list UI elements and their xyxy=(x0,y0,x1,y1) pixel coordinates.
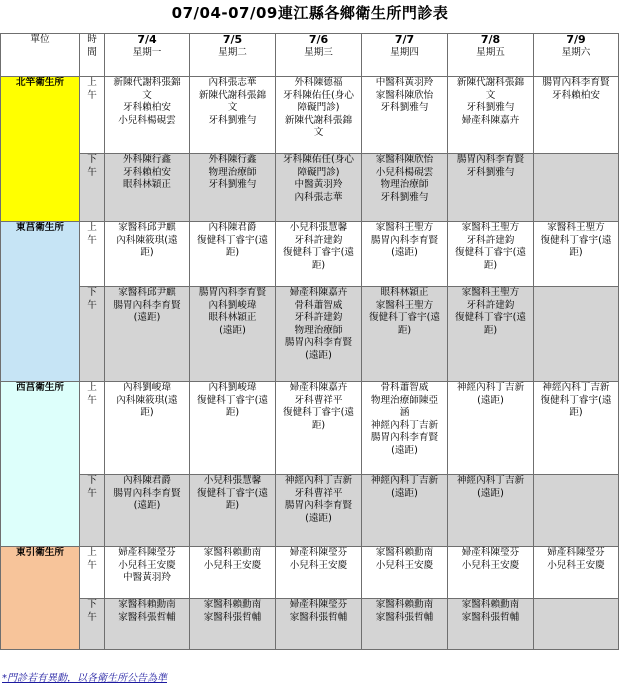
doctor-entry: 家醫科邱尹麒 xyxy=(118,287,176,298)
schedule-cell xyxy=(448,599,534,650)
unit-label: 東引衛生所 xyxy=(1,547,80,650)
doctor-entry: 距) xyxy=(140,407,154,419)
day-header: 7/8 星期五 xyxy=(448,34,534,77)
doctor-entry: 內科陳筱琪(遠 xyxy=(116,394,178,406)
doctor-entry: 物理治療師 xyxy=(380,179,429,191)
doctor-entry: 距) xyxy=(225,500,240,512)
doctor-entry: 婦產科陳瑩芬 xyxy=(461,547,520,558)
doctor-entry: 距) xyxy=(225,407,240,419)
schedule-cell xyxy=(362,382,448,475)
schedule-cell xyxy=(276,475,362,547)
doctor-entry: 內科張志華 xyxy=(294,191,343,203)
doctor-entry: 內科陳筱琪(遠 xyxy=(116,234,178,246)
doctor-entry: 距) xyxy=(569,247,583,259)
doctor-entry: 復健科丁睿宇(遠 xyxy=(197,487,268,499)
period-afternoon: 下 午 xyxy=(80,287,105,382)
doctor-entry: 家醫科王聖方 xyxy=(461,287,520,298)
doctor-entry: 障礙門診) xyxy=(297,102,340,114)
doctor-entry: 腸胃內科李育賢 xyxy=(284,500,353,512)
doctor-entry: 神經內科丁吉新 xyxy=(284,475,353,486)
doctor-entry: 小兒科楊硯雲 xyxy=(118,114,176,126)
period-morning: 上 午 xyxy=(80,77,105,154)
schedule-cell xyxy=(448,222,534,287)
schedule-cell xyxy=(276,222,362,287)
schedule-cell xyxy=(276,382,362,475)
schedule-cell xyxy=(190,287,276,382)
doctor-entry: (遠距) xyxy=(391,444,418,456)
doctor-entry: 復健科丁睿宇(遠 xyxy=(540,234,612,246)
schedule-cell xyxy=(276,599,362,650)
doctor-entry: 外科陳德福 xyxy=(294,77,343,88)
doctor-entry: (遠距) xyxy=(477,394,504,406)
doctor-entry: 牙科許建鈞 xyxy=(294,312,343,324)
doctor-entry: 新陳代謝科張錦 xyxy=(198,89,267,101)
doctor-entry: 家醫科張哲輔 xyxy=(203,611,262,623)
doctor-entry: 家醫科張哲輔 xyxy=(118,611,176,623)
doctor-entry: 牙科曹祥平 xyxy=(294,487,343,499)
schedule-cell xyxy=(534,154,619,222)
schedule-cell xyxy=(190,222,276,287)
doctor-entry: 牙科陳佑任(身心 xyxy=(283,89,354,101)
schedule-cell xyxy=(362,222,448,287)
doctor-entry: 家醫科王聖方 xyxy=(375,222,434,233)
doctor-entry: 骨科蕭智威 xyxy=(380,382,429,393)
doctor-entry: 腸胃內科李育賢 xyxy=(370,432,439,444)
doctor-entry: (遠距) xyxy=(391,247,418,259)
doctor-entry: 新陳代謝科張錦 xyxy=(284,114,353,126)
schedule-cell xyxy=(276,154,362,222)
doctor-entry: 婦產科陳瑩芬 xyxy=(289,547,348,558)
schedule-cell xyxy=(105,599,190,650)
schedule-cell xyxy=(105,154,190,222)
clinic-schedule-table xyxy=(0,33,619,650)
doctor-entry: 眼科林穎正 xyxy=(208,312,257,324)
doctor-entry: (遠距) xyxy=(133,500,161,512)
schedule-cell xyxy=(105,475,190,547)
schedule-cell xyxy=(534,475,619,547)
doctor-entry: (遠距) xyxy=(305,349,332,361)
doctor-entry: 小兒科王安慶 xyxy=(289,559,348,571)
doctor-entry: 復健科丁睿宇(遠 xyxy=(455,312,526,324)
schedule-cell xyxy=(362,599,448,650)
schedule-cell xyxy=(105,77,190,154)
doctor-entry: 神經內科丁吉新 xyxy=(456,475,525,486)
doctor-entry: 小兒科王安慶 xyxy=(461,559,520,571)
doctor-entry: 復健科丁睿宇(遠 xyxy=(540,394,612,406)
doctor-entry: 家醫科賴勳南 xyxy=(203,599,262,610)
doctor-entry: (遠距) xyxy=(133,312,161,324)
schedule-cell xyxy=(105,382,190,475)
schedule-cell xyxy=(534,599,619,650)
doctor-entry: 腸胃內科李育賢 xyxy=(198,287,267,298)
period-afternoon: 下 午 xyxy=(80,154,105,222)
period-morning: 上 午 xyxy=(80,222,105,287)
doctor-entry: 家醫科賴勳南 xyxy=(461,599,520,610)
doctor-entry: 家醫科王聖方 xyxy=(547,222,605,233)
schedule-cell xyxy=(534,287,619,382)
doctor-entry: 中醫科黃羽羚 xyxy=(375,77,434,88)
doctor-entry: 內科陳君爵 xyxy=(208,222,257,233)
doctor-entry: 家醫科陳欣怡 xyxy=(375,89,434,101)
doctor-entry: 內科張志華 xyxy=(208,77,257,88)
doctor-entry: 外科陳行鑫 xyxy=(208,154,257,165)
doctor-entry: 物理治療師陳亞 xyxy=(370,394,439,406)
doctor-entry: 復健科丁睿宇(遠 xyxy=(283,247,354,259)
doctor-entry: 眼科林穎正 xyxy=(123,179,171,191)
doctor-entry: (遠距) xyxy=(305,512,332,524)
unit-label: 東莒衛生所 xyxy=(1,222,80,382)
doctor-entry: 復健科丁睿宇(遠 xyxy=(369,312,440,324)
doctor-entry: 中醫黃羽羚 xyxy=(123,572,171,584)
doctor-entry: 婦產科陳嘉卉 xyxy=(461,114,520,126)
doctor-entry: 神經內科丁吉新 xyxy=(542,382,610,393)
doctor-entry: 距) xyxy=(569,407,583,419)
schedule-cell xyxy=(362,154,448,222)
doctor-entry: 神經內科丁吉新 xyxy=(370,475,439,486)
schedule-cell xyxy=(190,599,276,650)
schedule-cell xyxy=(276,77,362,154)
doctor-entry: 內科劉峻瑋 xyxy=(123,382,171,393)
doctor-entry: 小兒科張慧馨 xyxy=(289,222,348,233)
doctor-entry: 中醫黃羽羚 xyxy=(294,179,343,191)
doctor-entry: 文 xyxy=(142,89,152,101)
doctor-entry: 婦產科陳嘉卉 xyxy=(289,382,348,393)
doctor-entry: 家醫科王聖方 xyxy=(461,222,520,233)
day-header: 7/9 星期六 xyxy=(534,34,619,77)
doctor-entry: 牙科許建鈞 xyxy=(294,234,343,246)
doctor-entry: 家醫科賴勳南 xyxy=(203,547,262,558)
doctor-entry: 牙科賴柏安 xyxy=(552,89,600,101)
doctor-entry: 小兒科王安慶 xyxy=(203,559,262,571)
doctor-entry: 距) xyxy=(397,324,412,336)
doctor-entry: 牙科劉雅勻 xyxy=(380,191,429,203)
schedule-cell xyxy=(105,287,190,382)
doctor-entry: 家醫科邱尹麒 xyxy=(118,222,176,233)
schedule-cell xyxy=(190,154,276,222)
doctor-entry: 文 xyxy=(313,127,324,139)
day-header: 7/6 星期三 xyxy=(276,34,362,77)
doctor-entry: 牙科許建鈞 xyxy=(466,234,515,246)
day-header: 7/5 星期二 xyxy=(190,34,276,77)
time-header: 時 間 xyxy=(80,34,105,77)
doctor-entry: 牙科劉雅勻 xyxy=(466,102,515,114)
doctor-entry: 家醫科張哲輔 xyxy=(375,611,434,623)
doctor-entry: 牙科劉雅勻 xyxy=(380,102,429,114)
doctor-entry: 距) xyxy=(140,247,154,259)
doctor-entry: 牙科賴柏安 xyxy=(123,166,171,178)
doctor-entry: 距) xyxy=(311,419,326,431)
doctor-entry: (遠距) xyxy=(477,487,504,499)
doctor-entry: 小兒科王安慶 xyxy=(547,559,605,571)
page-title: 07/04-07/09連江縣各鄉衛生所門診表 xyxy=(171,4,449,22)
doctor-entry: 距) xyxy=(225,247,240,259)
doctor-entry: 家醫科張哲輔 xyxy=(461,611,520,623)
doctor-entry: 小兒科王安慶 xyxy=(375,559,434,571)
doctor-entry: 距) xyxy=(483,259,498,271)
schedule-cell xyxy=(190,382,276,475)
doctor-entry: 腸胃內科李育賢 xyxy=(284,337,353,349)
doctor-entry: 神經內科丁吉新 xyxy=(456,382,525,393)
doctor-entry: 復健科丁睿宇(遠 xyxy=(283,407,354,419)
unit-header: 單位 xyxy=(1,34,80,77)
doctor-entry: 文 xyxy=(485,89,496,101)
doctor-entry: 家醫科陳欣怡 xyxy=(375,154,434,165)
doctor-entry: 小兒科楊硯雲 xyxy=(375,166,434,178)
doctor-entry: 腸胃內科李育賢 xyxy=(542,77,610,88)
doctor-entry: 神經內科丁吉新 xyxy=(370,419,439,431)
doctor-entry: (遠距) xyxy=(391,487,418,499)
schedule-cell xyxy=(362,287,448,382)
doctor-entry: 牙科劉雅勻 xyxy=(466,166,515,178)
doctor-entry: 腸胃內科李育賢 xyxy=(456,154,525,165)
unit-label: 西莒衛生所 xyxy=(1,382,80,547)
doctor-entry: 婦產科陳瑩芬 xyxy=(547,547,605,558)
doctor-entry: 家醫科賴勳南 xyxy=(375,547,434,558)
schedule-cell xyxy=(190,77,276,154)
schedule-cell xyxy=(448,382,534,475)
schedule-cell xyxy=(534,77,619,154)
period-afternoon: 下 午 xyxy=(80,475,105,547)
schedule-cell xyxy=(534,547,619,599)
doctor-entry: 小兒科王安慶 xyxy=(118,559,176,571)
doctor-entry: 新陳代謝科張錦 xyxy=(113,77,181,88)
schedule-cell xyxy=(105,547,190,599)
doctor-entry: 婦產科陳瑩芬 xyxy=(118,547,176,558)
day-header: 7/4 星期一 xyxy=(105,34,190,77)
schedule-cell xyxy=(448,547,534,599)
doctor-entry: 家醫科賴勳南 xyxy=(118,599,176,610)
doctor-entry: 牙科劉雅勻 xyxy=(208,179,257,191)
schedule-cell xyxy=(448,475,534,547)
doctor-entry: 距) xyxy=(311,259,326,271)
doctor-entry: 障礙門診) xyxy=(297,166,340,178)
schedule-cell xyxy=(534,382,619,475)
schedule-cell xyxy=(534,222,619,287)
doctor-entry: 文 xyxy=(227,102,238,114)
schedule-cell xyxy=(276,287,362,382)
doctor-entry: 腸胃內科李育賢 xyxy=(113,487,181,499)
doctor-entry: 涵 xyxy=(399,407,410,419)
doctor-entry: 婦產科陳嘉卉 xyxy=(289,287,348,298)
doctor-entry: 眼科林穎正 xyxy=(380,287,429,298)
doctor-entry: 家醫科賴勳南 xyxy=(375,599,434,610)
period-morning: 上 午 xyxy=(80,382,105,475)
footnote: *門診若有異動，以各衛生所公告為準 xyxy=(2,673,167,684)
doctor-entry: 牙科賴柏安 xyxy=(123,102,171,114)
doctor-entry: 家醫科張哲輔 xyxy=(289,611,348,623)
doctor-entry: 復健科丁睿宇(遠 xyxy=(455,247,526,259)
schedule-cell xyxy=(362,547,448,599)
doctor-entry: 家醫科王聖方 xyxy=(375,299,434,311)
unit-label: 北竿衛生所 xyxy=(1,77,80,222)
doctor-entry: 內科陳君爵 xyxy=(123,475,171,486)
schedule-cell xyxy=(190,547,276,599)
schedule-cell xyxy=(448,154,534,222)
period-afternoon: 下 午 xyxy=(80,599,105,650)
schedule-cell xyxy=(362,475,448,547)
doctor-entry: 復健科丁睿宇(遠 xyxy=(197,234,268,246)
doctor-entry: 物理治療師 xyxy=(294,324,343,336)
doctor-entry: 牙科陳佑任(身心 xyxy=(283,154,354,165)
doctor-entry: 牙科曹祥平 xyxy=(294,394,343,406)
day-header: 7/7 星期四 xyxy=(362,34,448,77)
schedule-cell xyxy=(105,222,190,287)
doctor-entry: 復健科丁睿宇(遠 xyxy=(197,394,268,406)
doctor-entry: 小兒科張慧馨 xyxy=(203,475,262,486)
schedule-cell xyxy=(276,547,362,599)
schedule-cell xyxy=(362,77,448,154)
doctor-entry: 距) xyxy=(483,324,498,336)
doctor-entry: 內科劉峻瑋 xyxy=(208,299,257,311)
doctor-entry: 外科陳行鑫 xyxy=(123,154,171,165)
doctor-entry: 腸胃內科李育賢 xyxy=(370,234,439,246)
doctor-entry: 骨科蕭智威 xyxy=(294,299,343,311)
doctor-entry: 牙科許建鈞 xyxy=(466,299,515,311)
doctor-entry: 牙科劉雅勻 xyxy=(208,114,257,126)
schedule-cell xyxy=(448,287,534,382)
doctor-entry: 物理治療師 xyxy=(208,166,257,178)
doctor-entry: 內科劉峻瑋 xyxy=(208,382,257,393)
doctor-entry: (遠距) xyxy=(219,324,246,336)
schedule-cell xyxy=(448,77,534,154)
schedule-cell xyxy=(190,475,276,547)
doctor-entry: 婦產科陳瑩芬 xyxy=(289,599,348,610)
doctor-entry: 新陳代謝科張錦 xyxy=(456,77,525,88)
period-morning: 上 午 xyxy=(80,547,105,599)
doctor-entry: 腸胃內科李育賢 xyxy=(113,299,181,311)
